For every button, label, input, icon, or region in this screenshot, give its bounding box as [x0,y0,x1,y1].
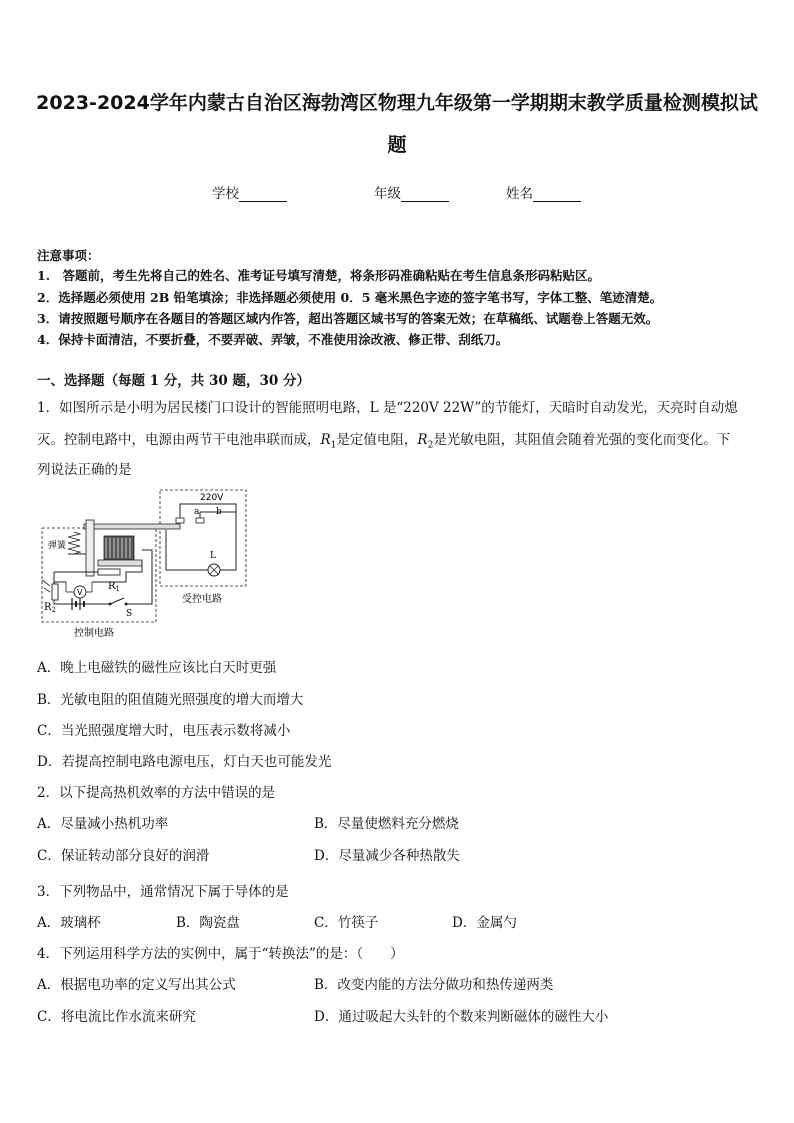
name-field [506,182,581,202]
pivot-post [86,520,94,576]
notice-item: 1. 答题前，考生先将自己的姓名、准考证号填写清楚，将条形码准确粘贴在考生信息条形码粘贴区。 [37,268,601,283]
notice-item: 2．选择题必须使用 2B 铅笔填涂；非选择题必须使用 0．5 毫米黑色字迹的签字笔书写，字体工整、笔迹清楚。 [37,290,663,305]
school-field [212,182,287,202]
q1-option-d: D．若提高控制电路电源电压，灯白天也可能发光 [37,754,332,770]
circuit-diagram [40,486,252,638]
r2-subscript: 2 [427,440,434,451]
q3-option-a: A．玻璃杯 [37,915,101,931]
terminal-a-label: a [194,507,200,517]
r1-resistor [98,569,120,575]
terminal-b-label: b [216,507,222,517]
armature-lever [84,524,180,529]
q3-option-b: B．陶瓷盘 [176,915,240,931]
r1-label-sub: 1 [115,585,120,593]
control-circuit-wire [54,550,152,604]
q1-text: 灭。控制电路中，电源由两节干电池串联而成， [37,432,321,448]
switch-label: S [126,609,133,619]
q2-stem: 2．以下提高热机效率的方法中错误的是 [37,785,276,801]
q4-option-c: C．将电流比作水流来研究 [37,1009,196,1025]
name-blank [533,187,581,202]
spring-label: 弹簧 [48,541,67,551]
controlled-circuit-label: 受控电路 [182,594,222,605]
notice-heading: 注意事项： [37,248,100,263]
r1-symbol: R [320,432,331,448]
r2-label-letter: R [44,602,52,613]
r2-symbol: R [417,432,428,448]
r1-label [108,581,120,593]
q1-stem-line2 [37,428,730,451]
q2-option-b: B．尽量使燃料充分燃烧 [314,816,459,832]
q4-option-d: D．通过吸起大头针的个数来判断磁体的磁性大小 [314,1009,609,1025]
voltage-label: 220V [200,493,224,503]
q3-option-c: C．竹筷子 [314,915,379,931]
q1-stem-line1: 1．如图所示是小明为居民楼门口设计的智能照明电路，L 是“220V 22W”的节能灯，天暗时自动发光，天亮时自动熄 [37,400,738,416]
q1-text: 是光敏电阻，其阻值会随着光强的变化而变化。下 [433,432,731,448]
grade-label: 年级 [374,186,401,202]
school-label: 学校 [212,186,239,202]
electromagnet-base [98,560,142,566]
grade-blank [401,187,449,202]
section-header: 一、选择题（每题 1 分，共 30 题，30 分） [37,373,310,389]
q4-option-a: A．根据电功率的定义写出其公式 [37,977,236,993]
q1-text: 是定值电阻， [336,432,418,448]
contact-b [196,518,204,523]
spring-coil [68,532,80,554]
q2-option-d: D．尽量减少各种热散失 [314,848,460,864]
contact-a [176,518,184,523]
exam-title-line1: 2023-2024学年内蒙古自治区海勃湾区物理九年级第一学期期末教学质量检测模拟试 [36,92,758,114]
voltmeter-label: V [77,588,83,597]
r2-label-sub: 2 [51,606,56,614]
switch-blade [110,598,124,604]
exam-title-line2: 题 [387,134,407,156]
q3-option-d: D．金属勺 [452,915,517,931]
name-label: 姓名 [506,186,533,202]
q2-option-a: A．尽量减小热机功率 [37,816,169,832]
notice-item: 3．请按照题号顺序在各题目的答题区域内作答，超出答题区域书写的答案无效；在草稿纸、试题卷上答题无效。 [37,311,659,326]
r2-photoresistor [52,584,58,600]
q3-stem: 3．下列物品中，通常情况下属于导体的是 [37,884,289,900]
switch-contact [125,603,128,606]
q1-option-c: C．当光照强度增大时，电压表示数将减小 [37,723,291,739]
r1-label-letter: R [108,581,116,592]
electromagnet-coil [106,538,130,558]
school-blank [239,187,287,202]
lamp-label: L [210,551,216,561]
light-arrow [42,580,50,592]
control-circuit-label: 控制电路 [74,628,114,638]
q1-option-b: B．光敏电阻的阻值随光照强度的增大而增大 [37,692,304,708]
grade-field [374,182,449,202]
notice-item: 4．保持卡面清洁，不要折叠，不要弄破、弄皱，不准使用涂改液、修正带、刮纸刀。 [37,332,509,347]
q1-stem-line3: 列说法正确的是 [37,462,132,478]
q4-stem: 4．下列运用科学方法的实例中，属于“转换法”的是：（ ） [37,946,404,962]
r1-subscript: 1 [330,440,337,451]
q4-option-b: B．改变内能的方法分做功和热传递两类 [314,977,554,993]
q2-option-c: C．保证转动部分良好的润滑 [37,848,210,864]
controlled-circuit-wire [166,504,236,570]
q1-option-a: A．晚上电磁铁的磁性应该比白天时更强 [37,660,277,676]
